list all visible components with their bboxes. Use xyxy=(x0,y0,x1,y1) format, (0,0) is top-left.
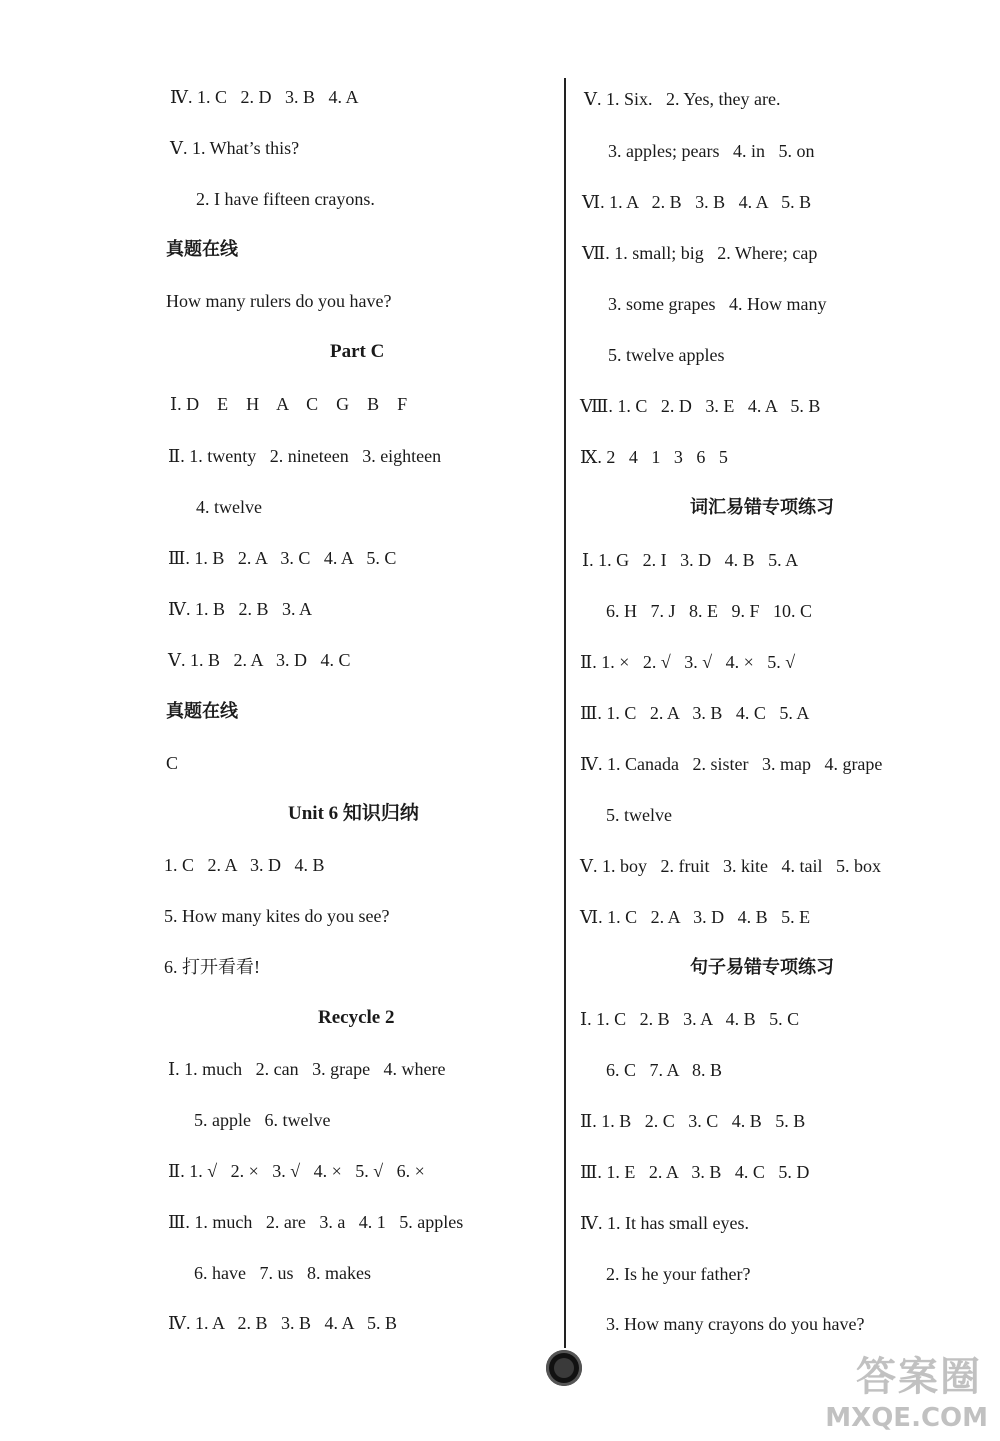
section-title: Part C xyxy=(330,341,385,362)
answer-line: Ⅵ. 1. A 2. B 3. B 4. A 5. B xyxy=(582,192,812,212)
section-title: Unit 6 知识归纳 xyxy=(288,803,419,824)
section-heading: 真题在线 xyxy=(166,239,238,260)
answer-line: Ⅲ. 1. C 2. A 3. B 4. C 5. A xyxy=(580,703,810,723)
answer-line: 3. some grapes 4. How many xyxy=(608,294,827,314)
answer-line: 2. Is he your father? xyxy=(606,1264,751,1284)
page-number-badge-icon xyxy=(546,1350,582,1386)
answer-line: Ⅳ. 1. B 2. B 3. A xyxy=(168,599,312,619)
section-heading: 句子易错专项练习 xyxy=(690,957,834,978)
answer-line: Ⅱ. 1. twenty 2. nineteen 3. eighteen xyxy=(168,446,442,466)
answer-line: Ⅴ. 1. B 2. A 3. D 4. C xyxy=(168,650,351,670)
answer-line: 5. How many kites do you see? xyxy=(164,906,390,926)
answer-line: Ⅲ. 1. B 2. A 3. C 4. A 5. C xyxy=(168,548,397,568)
answer-line: Ⅳ. 1. Canada 2. sister 3. map 4. grape xyxy=(580,754,883,774)
answer-line: 6. have 7. us 8. makes xyxy=(194,1263,371,1283)
answer-line: Ⅳ. 1. C 2. D 3. B 4. A xyxy=(170,87,359,107)
answer-line: 1. C 2. A 3. D 4. B xyxy=(164,855,325,875)
watermark-url: MXQE.COM xyxy=(825,1403,988,1433)
answer-line: 5. twelve xyxy=(606,805,672,825)
answer-line: Ⅲ. 1. much 2. are 3. a 4. 1 5. apples xyxy=(168,1212,464,1232)
answer-line: 5. apple 6. twelve xyxy=(194,1110,331,1130)
answer-line: Ⅴ. 1. boy 2. fruit 3. kite 4. tail 5. box xyxy=(580,856,881,876)
answer-line: 3. How many crayons do you have? xyxy=(606,1314,865,1334)
answer-line: Ⅱ. 1. × 2. √ 3. √ 4. × 5. √ xyxy=(580,652,796,672)
answer-line: 6. H 7. J 8. E 9. F 10. C xyxy=(606,601,813,621)
answer-line: 4. twelve xyxy=(196,497,262,517)
watermark-logo xyxy=(798,1345,988,1435)
answer-line: Ⅳ. 1. It has small eyes. xyxy=(580,1213,749,1233)
answer-line: Ⅰ. 1. G 2. I 3. D 4. B 5. A xyxy=(582,550,799,570)
answer-line: Ⅰ. 1. much 2. can 3. grape 4. where xyxy=(168,1059,446,1079)
watermark-text: 答案圈 xyxy=(856,1354,982,1400)
answer-line: Ⅳ. 1. A 2. B 3. B 4. A 5. B xyxy=(168,1313,398,1333)
answer-line: Ⅸ. 2 4 1 3 6 5 xyxy=(580,447,728,467)
answer-line: C xyxy=(166,753,179,773)
answer-line: 6. C 7. A 8. B xyxy=(606,1060,723,1080)
answer-line: Ⅱ. 1. B 2. C 3. C 4. B 5. B xyxy=(580,1111,806,1131)
section-heading: 词汇易错专项练习 xyxy=(690,497,834,518)
section-title: Recycle 2 xyxy=(318,1007,395,1028)
answer-line: 2. I have fifteen crayons. xyxy=(196,189,375,209)
answer-line: Ⅴ. 1. What’s this? xyxy=(170,138,300,158)
answer-line: Ⅱ. 1. √ 2. × 3. √ 4. × 5. √ 6. × xyxy=(168,1161,425,1181)
answer-line: 6. 打开看看! xyxy=(164,957,260,977)
answer-line: How many rulers do you have? xyxy=(166,291,392,311)
answer-line: Ⅵ. 1. C 2. A 3. D 4. B 5. E xyxy=(580,907,811,927)
answer-line: Ⅶ. 1. small; big 2. Where; cap xyxy=(582,243,818,263)
answer-line: Ⅰ. 1. C 2. B 3. A 4. B 5. C xyxy=(580,1009,800,1029)
answer-line: Ⅰ. D E H A C G B F xyxy=(170,394,408,414)
answer-line: Ⅲ. 1. E 2. A 3. B 4. C 5. D xyxy=(580,1162,810,1182)
answer-line: 5. twelve apples xyxy=(608,345,725,365)
column-divider xyxy=(564,78,566,1348)
answer-line: 3. apples; pears 4. in 5. on xyxy=(608,141,815,161)
answer-line: Ⅷ. 1. C 2. D 3. E 4. A 5. B xyxy=(580,396,821,416)
section-heading: 真题在线 xyxy=(166,701,238,722)
answer-line: Ⅴ. 1. Six. 2. Yes, they are. xyxy=(584,89,781,109)
